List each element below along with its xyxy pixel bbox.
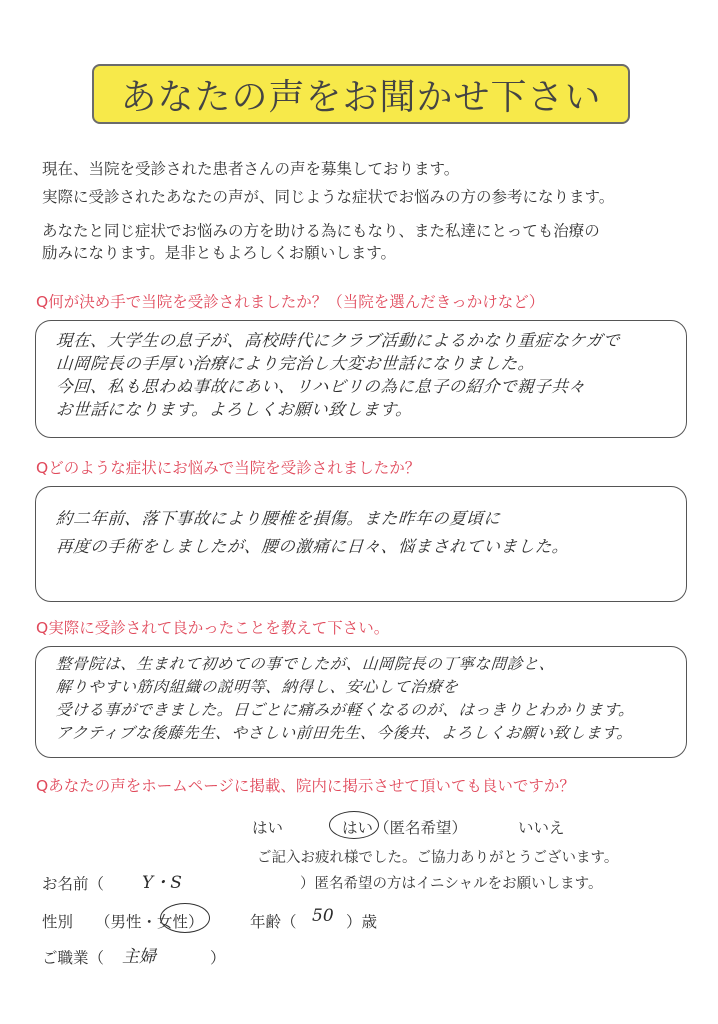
selection-circle-gender	[160, 903, 210, 933]
anonymous-label: （匿名希望）	[374, 819, 468, 837]
consent-yes-anonymous[interactable]: はい	[342, 819, 374, 837]
intro-line-4: 励みになります。是非ともよろしくお願いします。	[42, 244, 397, 262]
consent-yes[interactable]: はい	[252, 819, 284, 837]
answer-2-line-1: 約二年前、落下事故により腰椎を損傷。また昨年の夏頃に	[55, 509, 502, 528]
question-1: Q何が決め手で当院を受診されましたか？（当院を選んだきっかけなど）	[36, 293, 545, 311]
answer-3-line-1: 整骨院は、生まれて初めての事でしたが、山岡院長の丁寧な問診と、	[55, 655, 556, 673]
answer-1-line-2: 山岡院長の手厚い治療により完治し大変お世話になりました。	[55, 354, 536, 373]
answer-2-line-2: 再度の手術をしましたが、腰の激痛に日々、悩まされていました。	[55, 537, 570, 556]
age-label: 年齢（	[250, 913, 297, 931]
answer-box-3	[35, 646, 687, 758]
page-title: あなたの声をお聞かせ下さい	[120, 76, 602, 118]
answer-3-line-3: 受ける事ができました。日ごとに痛みが軽くなるのが、はっきりとわかります。	[55, 701, 636, 719]
answer-1-line-3: 今回、私も思わぬ事故にあい、リハビリの為に息子の紹介で親子共々	[55, 377, 587, 396]
consent-no[interactable]: いいえ	[518, 819, 565, 837]
intro-line-3: あなたと同じ症状でお悩みの方を助ける為にもなり、また私達にとっても治療の	[42, 222, 600, 240]
gender-options[interactable]: （男性・女性）	[95, 913, 204, 931]
intro-line-2: 実際に受診されたあなたの声が、同じような症状でお悩みの方の参考になります。	[42, 188, 615, 206]
name-note: ）匿名希望の方はイニシャルをお願いします。	[300, 876, 603, 892]
age-unit: ）歳	[346, 913, 378, 931]
question-2: Qどのような症状にお悩みで当院を受診されましたか？	[36, 459, 421, 477]
name-value[interactable]: Y・S	[142, 873, 182, 893]
intro-line-1: 現在、当院を受診された患者さんの声を募集しております。	[42, 160, 460, 178]
thanks-message: ご記入お疲れ様でした。ご協力ありがとうございます。	[257, 850, 619, 866]
question-4: Qあなたの声をホームページに掲載、院内に掲示させて頂いても良いですか？	[36, 777, 575, 795]
job-label: ご職業（	[42, 949, 105, 967]
name-label: お名前（	[42, 875, 105, 893]
answer-3-line-4: アクティブな後藤先生、やさしい前田先生、今後共、よろしくお願い致します。	[55, 724, 634, 742]
gender-label: 性別	[42, 913, 74, 931]
age-value[interactable]: 50	[312, 906, 334, 926]
selection-circle-consent	[329, 811, 379, 839]
job-value[interactable]: 主婦	[122, 947, 156, 967]
job-close: ）	[210, 949, 226, 967]
answer-box-1	[35, 320, 687, 438]
answer-1-line-1: 現在、大学生の息子が、高校時代にクラブ活動によるかなり重症なケガで	[55, 331, 621, 350]
title-banner	[92, 64, 630, 124]
question-3: Q実際に受診されて良かったことを教えて下さい。	[36, 619, 390, 637]
answer-3-line-2: 解りやすい筋肉組織の説明等、納得し、安心して治療を	[55, 678, 460, 696]
answer-1-line-4: お世話になります。よろしくお願い致します。	[55, 400, 414, 419]
answer-box-2	[35, 486, 687, 602]
